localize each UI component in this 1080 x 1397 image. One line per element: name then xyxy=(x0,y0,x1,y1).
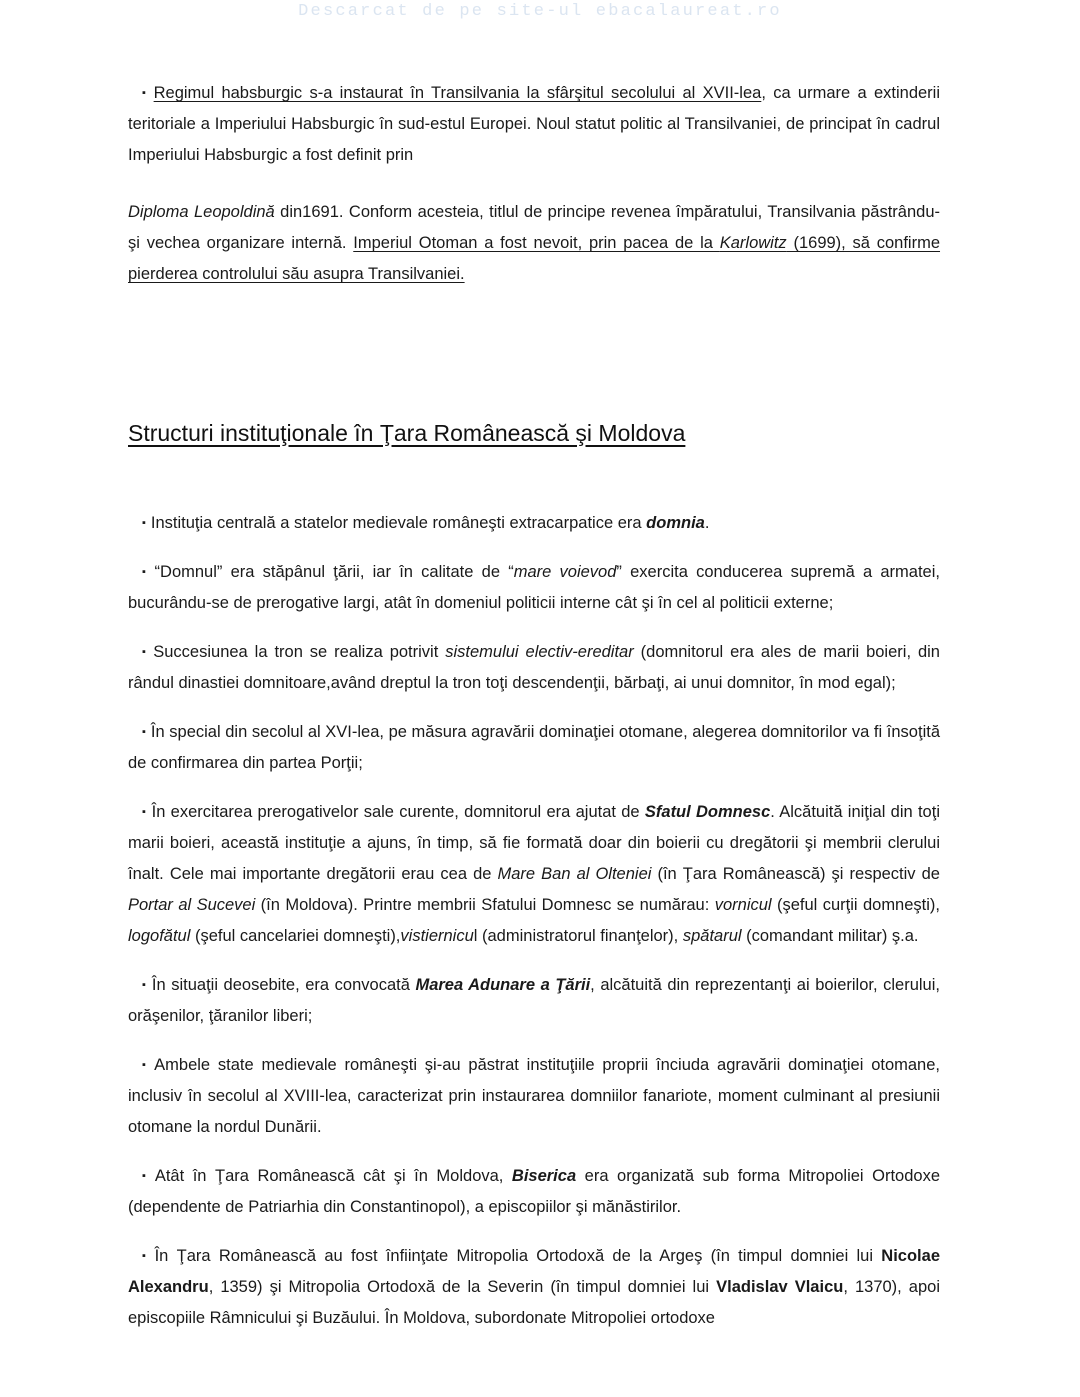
spacer xyxy=(128,539,940,557)
paragraph-2-mid: din1691. Conform acesteia, titlul de principe revenea împăratului, Transilvania păstrându-şi vechea organizare internă. xyxy=(128,203,940,252)
square-bullet-icon: ▪ xyxy=(142,1059,150,1071)
bullet-5-d: (în Moldova). Printre membrii Sfatului Domnesc se numărau: xyxy=(255,896,715,914)
spacer xyxy=(128,1223,940,1241)
italic-logofatul: logofătul xyxy=(128,927,191,945)
bullet-5-c: (în Ţara Românească) şi respectiv de xyxy=(651,865,940,883)
bullet-8-a: Atât în Ţara Românească cât şi în Moldova, xyxy=(154,1167,512,1185)
square-bullet-icon: ▪ xyxy=(142,1170,150,1182)
section-heading-structuri-institutionale: Structuri instituţionale în Ţara Românească şi Moldova xyxy=(128,420,686,446)
spacer xyxy=(128,779,940,797)
square-bullet-icon: ▪ xyxy=(142,566,150,578)
italic-portar-al-sucevei: Portar al Sucevei xyxy=(128,896,256,914)
underlined-part-b: (1699), să confirme pierderea controlului său asupra Transilvaniei. xyxy=(128,234,941,283)
bold-vladislav-vlaicu: Vladislav Vlaicu xyxy=(716,1278,844,1296)
bullet-secolul-xvi xyxy=(128,717,940,779)
bullet-succesiunea-la-tron xyxy=(128,637,940,699)
bullet-8-b: era organizată sub forma Mitropoliei Ortodoxe (dependente de Patriarhia din Constantinopol), a episcopiilor şi mănăstirilor. xyxy=(128,1167,940,1216)
bullet-2-a: “Domnul” era stăpânul ţării, iar în calitate de “ xyxy=(154,563,514,581)
bold-italic-marea-adunare: Marea Adunare a Ţării xyxy=(415,976,591,994)
underlined-lead-1: Regimul habsburgic s-a instaurat în Transilvania la sfârşitul secolului al XVII-lea xyxy=(153,84,762,102)
bullet-9-a: În Ţara Românească au fost înfiinţate Mitropolia Ortodoxă de la Argeş (în timpul domniei lui xyxy=(154,1247,882,1265)
bullet-marea-adunare-a-tarii xyxy=(128,970,940,1032)
italic-mare-voievod: mare voievod xyxy=(513,563,617,581)
square-bullet-icon: ▪ xyxy=(142,726,146,738)
square-bullet-icon: ▪ xyxy=(142,979,147,991)
spacer xyxy=(128,171,940,197)
italic-vistiernicu: vistiernicu xyxy=(400,927,474,945)
watermark-text: Descarcat de pe site-ul ebacalaureat.ro xyxy=(298,2,782,21)
bullet-2-b: ” exercita conducerea supremă a armatei, bucurându-se de prerogative largi, atât în domeniul politicii interne cât şi în cel al politicii externe; xyxy=(128,563,940,612)
bullet-6-a: În situaţii deosebite, era convocată xyxy=(151,976,416,994)
bullet-5-h: (comandant militar) ş.a. xyxy=(741,927,919,945)
underlined-part-a: Imperiul Otoman a fost nevoit, prin pacea de la xyxy=(353,234,720,252)
document-body xyxy=(128,78,940,1334)
italic-diploma-leopoldina: Diploma Leopoldină xyxy=(128,203,275,221)
bold-italic-biserica: Biserica xyxy=(511,1167,577,1185)
bullet-3-a: Succesiunea la tron se realiza potrivit xyxy=(153,643,446,661)
bullet-ambele-state-medievale xyxy=(128,1050,940,1143)
spacer-after-heading xyxy=(128,448,940,508)
bullet-1-a: Instituţia centrală a statelor medievale româneşti extracarpatice era xyxy=(150,514,647,532)
bullet-5-a: În exercitarea prerogativelor sale curente, domnitorul era ajutat de xyxy=(151,803,645,821)
spacer xyxy=(128,699,940,717)
bullet-5-b: . Alcătuită iniţial din toţi marii boieri, această instituţie a ajuns, în timp, să fie formată doar din boierii cu dregătorii şi membrii clerului înalt. Cele mai importante dregătorii erau cea de xyxy=(128,803,940,883)
bullet-4-a: În special din secolul al XVI-lea, pe măsura agravării dominaţiei otomane, alegerea domnitorilor va fi însoţită de confirmarea din partea Porţii; xyxy=(128,723,940,772)
bullet-5-e: (şeful curţii domneşti), xyxy=(771,896,940,914)
bullet-institutia-centrala xyxy=(128,508,940,539)
bold-italic-domnia: domnia xyxy=(646,514,705,532)
bullet-9-b: , 1359) şi Mitropolia Ortodoxă de la Severin (în timpul domniei lui xyxy=(208,1278,717,1296)
paragraph-diploma-leopoldina xyxy=(128,197,940,290)
italic-karlowitz: Karlowitz xyxy=(719,234,787,252)
square-bullet-icon: ▪ xyxy=(142,517,146,529)
bullet-biserica xyxy=(128,1161,940,1223)
italic-sistem-electiv-ereditar: sistemului electiv-ereditar xyxy=(445,643,634,661)
spacer xyxy=(128,952,940,970)
bullet-sfatul-domnesc xyxy=(128,797,940,952)
italic-mare-ban-al-olteniei: Mare Ban al Olteniei xyxy=(497,865,652,883)
bullet-9-c: , 1370), apoi episcopiile Râmnicului şi Buzăului. În Moldova, subordonate Mitropoliei ortodoxe xyxy=(128,1278,940,1327)
italic-vornicul: vornicul xyxy=(714,896,772,914)
square-bullet-icon: ▪ xyxy=(142,646,149,658)
square-bullet-icon: ▪ xyxy=(142,87,149,99)
spacer xyxy=(128,1032,940,1050)
spacer xyxy=(128,619,940,637)
bullet-5-g: l (administratorul finanţelor), xyxy=(473,927,683,945)
bullet-3-b: (domnitorul era ales de marii boieri, din rândul dinastiei domnitoare,având dreptul la tron toţi descendenţii, bărbaţi, ai unui domnitor, în mod egal); xyxy=(128,643,940,692)
square-bullet-icon: ▪ xyxy=(142,1250,150,1262)
paragraph-1-rest: , ca urmare a extinderii teritoriale a Imperiului Habsburgic în sud-estul Europei. Noul statut politic al Transilvaniei, de principat în cadrul Imperiului Habsburgic a fost definit prin xyxy=(128,84,940,164)
square-bullet-icon: ▪ xyxy=(142,806,147,818)
spacer-before-heading xyxy=(128,290,940,418)
bullet-5-f: (şeful cancelariei domneşti), xyxy=(190,927,401,945)
bullet-6-b: , alcătuită din reprezentanţi ai boierilor, clerului, orăşenilor, ţăranilor liberi; xyxy=(128,976,940,1025)
bold-nicolae-alexandru: Nicolae Alexandru xyxy=(128,1247,940,1296)
bullet-mitropolia-arges xyxy=(128,1241,940,1334)
paragraph-habsburg-regime xyxy=(128,78,940,171)
bullet-1-b: . xyxy=(704,514,710,532)
bullet-7-a: Ambele state medievale româneşti şi-au păstrat instituţiile proprii înciuda agravării dominaţiei otomane, inclusiv în secolul al XVIII-lea, caracterizat prin instaurarea domniilor fanariote, moment culminant al presiunii otomane la nordul Dunării. xyxy=(128,1056,940,1136)
bold-italic-sfatul-domnesc: Sfatul Domnesc xyxy=(644,803,771,821)
spacer xyxy=(128,1143,940,1161)
bullet-domnul-stapanul-tarii xyxy=(128,557,940,619)
italic-spatarul: spătarul xyxy=(682,927,742,945)
